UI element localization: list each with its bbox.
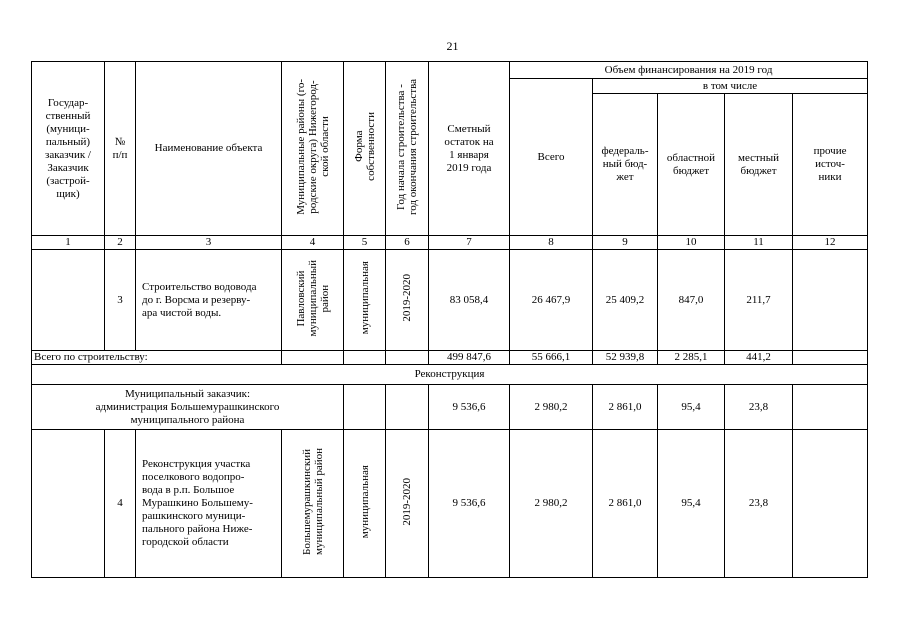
header-object-name: Наименование объекта — [136, 62, 282, 236]
header-financing: Объем финансирования на 2019 год — [510, 62, 868, 79]
row3-estimate: 83 058,4 — [429, 250, 510, 351]
column-number: 3 — [136, 236, 282, 250]
table-row — [32, 250, 868, 351]
page-number: 21 — [446, 39, 459, 53]
row3-num: 3 — [105, 250, 136, 351]
investment-table — [31, 61, 868, 578]
header-years-cell — [386, 62, 429, 236]
customer-row — [32, 385, 868, 430]
header-district: Муниципальные районы (го- родские округа) Нижегород- ской области — [294, 78, 331, 215]
row4-name: Реконструкция участка поселкового водопро- вода в р.п. Большое Мурашкино Большему- рашкинского муници- пального района Ниже- городской области — [136, 430, 282, 578]
section-title: Реконструкция — [32, 365, 868, 385]
column-number: 11 — [725, 236, 793, 250]
header-local: местный бюджет — [725, 94, 793, 236]
header-regional: областной бюджет — [658, 94, 725, 236]
row3-total: 26 467,9 — [510, 250, 593, 351]
construction-total-estimate: 499 847,6 — [429, 351, 510, 365]
customer-total: 2 980,2 — [510, 385, 593, 430]
row4-total: 2 980,2 — [510, 430, 593, 578]
row3-other — [793, 250, 868, 351]
header-total: Всего — [510, 79, 593, 236]
row4-years-cell — [386, 430, 429, 578]
header-estimate: Сметный остаток на 1 января 2019 года — [429, 62, 510, 236]
construction-total-row — [32, 351, 868, 365]
column-number: 9 — [593, 236, 658, 250]
row4-years: 2019-2020 — [401, 477, 413, 526]
row3-ownership-cell — [344, 250, 386, 351]
construction-total-local: 441,2 — [725, 351, 793, 365]
row3-regional: 847,0 — [658, 250, 725, 351]
row3-ownership: муниципальная — [358, 261, 371, 335]
row4-local: 23,8 — [725, 430, 793, 578]
customer-estimate: 9 536,6 — [429, 385, 510, 430]
customer-federal: 2 861,0 — [593, 385, 658, 430]
column-number: 1 — [32, 236, 105, 250]
header-including: в том числе — [593, 79, 868, 94]
header-ownership-cell — [344, 62, 386, 236]
row4-regional: 95,4 — [658, 430, 725, 578]
customer-label: Муниципальный заказчик: администрация Большемурашкинского муниципального района — [32, 385, 344, 430]
column-number: 7 — [429, 236, 510, 250]
header-years: Год начала строительства - год окончания строительства — [395, 78, 419, 215]
row3-customer — [32, 250, 105, 351]
section-row — [32, 365, 868, 385]
header-other: прочие источ- ники — [793, 94, 868, 236]
row3-local: 211,7 — [725, 250, 793, 351]
customer-local: 23,8 — [725, 385, 793, 430]
row3-district-cell — [282, 250, 344, 351]
row4-num: 4 — [105, 430, 136, 578]
row4-federal: 2 861,0 — [593, 430, 658, 578]
row3-district: Павловский муниципальный район — [294, 259, 331, 337]
row3-federal: 25 409,2 — [593, 250, 658, 351]
header-ownership: Форма собственности — [352, 112, 377, 181]
row3-name: Строительство водовода до г. Ворсма и резерву- ара чистой воды. — [136, 250, 282, 351]
row3-years-cell — [386, 250, 429, 351]
row4-ownership: муниципальная — [358, 464, 371, 539]
table-row — [32, 430, 868, 578]
row3-years: 2019-2020 — [401, 274, 413, 322]
column-number: 8 — [510, 236, 593, 250]
row4-district: Большемурашкинский муниципальный район — [300, 448, 325, 555]
header-district-cell — [282, 62, 344, 236]
column-number: 4 — [282, 236, 344, 250]
row4-customer — [32, 430, 105, 578]
construction-total-label: Всего по строительству: — [32, 351, 282, 365]
column-number: 10 — [658, 236, 725, 250]
construction-total-total: 55 666,1 — [510, 351, 593, 365]
row4-district-cell — [282, 430, 344, 578]
row4-estimate: 9 536,6 — [429, 430, 510, 578]
header-federal: федераль- ный бюд- жет — [593, 94, 658, 236]
column-number: 2 — [105, 236, 136, 250]
column-number: 6 — [386, 236, 429, 250]
column-number: 12 — [793, 236, 868, 250]
header-num: № п/п — [105, 62, 136, 236]
column-number: 5 — [344, 236, 386, 250]
construction-total-federal: 52 939,8 — [593, 351, 658, 365]
construction-total-regional: 2 285,1 — [658, 351, 725, 365]
row4-other — [793, 430, 868, 578]
customer-regional: 95,4 — [658, 385, 725, 430]
header-customer: Государ- ственный (муници- пальный) заказчик / Заказчик (застрой- щик) — [32, 62, 105, 236]
column-numbers-row — [32, 236, 868, 250]
row4-ownership-cell — [344, 430, 386, 578]
